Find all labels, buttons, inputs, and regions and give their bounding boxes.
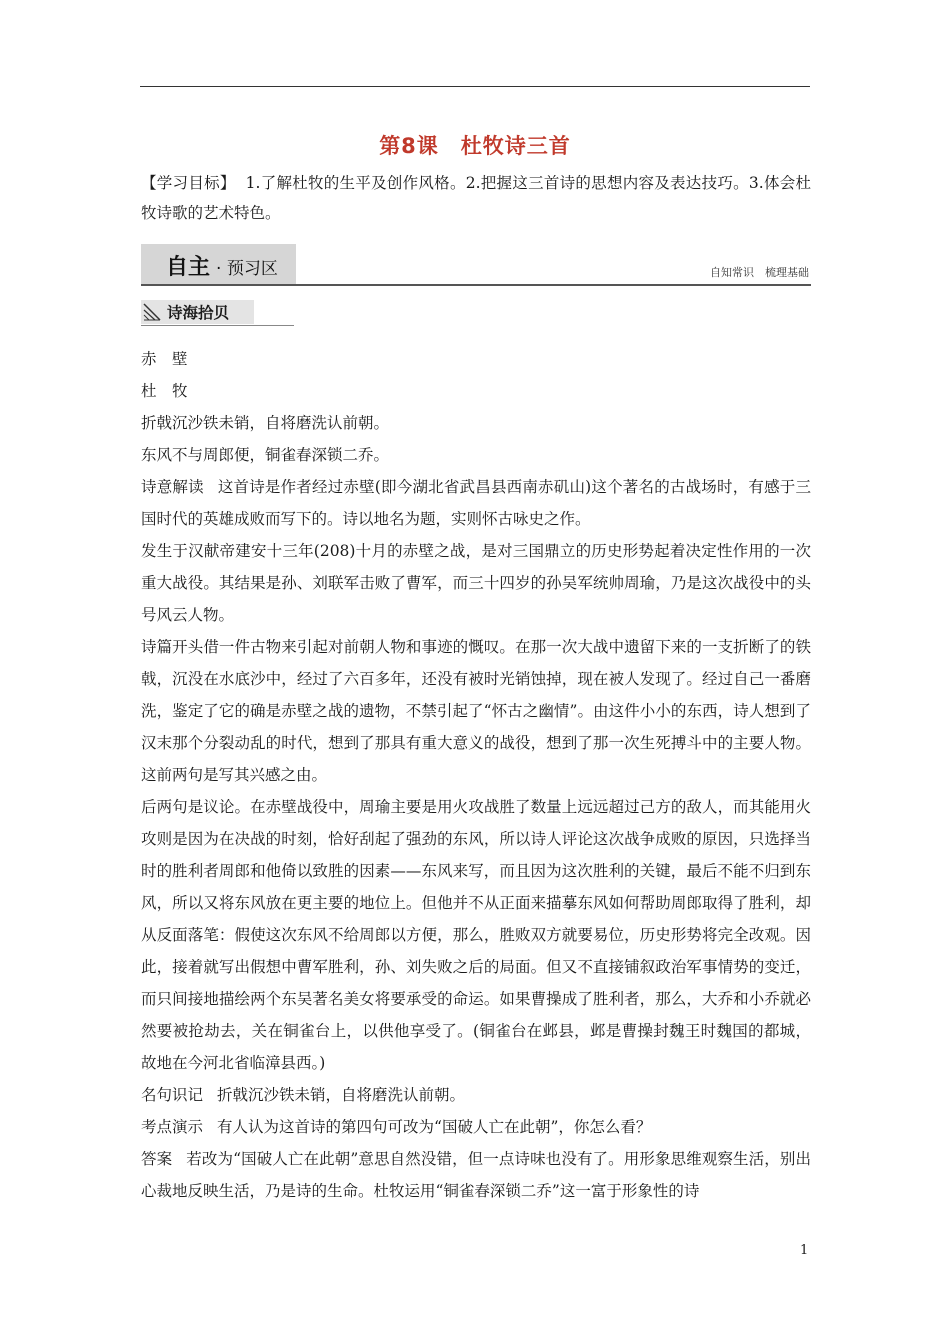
paragraph: 后两句是议论。在赤壁战役中，周瑜主要是用火攻战胜了数量上远远超过己方的敌人，而其能用火攻则是因为在决战的时刻，恰好刮起了强劲的东风，所以诗人评论这次战争成败的原因，只选择当时的胜利者周郎和他倚以致胜的因素——东风来写，而且因为这次胜利的关键，最后不能不归到东风，所以又将东风放在更主要的地位上。但他并不从正面来描摹东风如何帮助周郎取得了胜利，却从反面落笔：假使这次东风不给周郎以方便，那么，胜败双方就要易位，历史形势将完全改观。因此，接着就写出假想中曹军胜利，孙、刘失败之后的局面。但又不直接铺叙政治军事情势的变迁，而只间接地描绘两个东吴著名美女将要承受的命运。如果曹操成了胜利者，那么，大乔和小乔就必然要被抢劫去，关在铜雀台上，以供他享受了。(铜雀台在邺县，邺是曹操封魏王时魏国的都城，故地在今河北省临漳县西。): [141, 798, 811, 1072]
main-content: [141, 343, 811, 1207]
section-sub-label: · 预习区: [216, 259, 278, 279]
paragraph-text: 这首诗是作者经过赤壁(即今湖北省武昌县西南赤矶山)这个著名的古战场时，有感于三国时代的英雄成败而写下的。诗以地名为题，实则怀古咏史之作。: [141, 478, 811, 528]
paragraph-answer: [141, 1143, 811, 1207]
paragraph-famous-lines: [141, 1079, 811, 1111]
objectives-text: 1.了解杜牧的生平及创作风格。2.把握这三首诗的思想内容及表达技巧。3.体会杜牧诗歌的艺术特色。: [141, 174, 811, 222]
paragraph: 发生于汉献帝建安十三年(208)十月的赤壁之战，是对三国鼎立的历史形势起着决定性作用的一次重大战役。其结果是孙、刘联军击败了曹军，而三十四岁的孙吴军统帅周瑜，乃是这次战役中的头号风云人物。: [141, 542, 811, 624]
learning-objectives: [141, 168, 811, 228]
paragraph-text: 折戟沉沙铁未销，自将磨洗认前朝。: [217, 1086, 466, 1104]
paragraph-interpretation: [141, 471, 811, 535]
section-label: [166, 250, 278, 281]
header-rule: [140, 86, 810, 87]
paragraph-label: 考点演示: [141, 1118, 204, 1136]
objectives-tag: 【学习目标】: [141, 174, 236, 192]
paragraph-text: 若改为“国破人亡在此朝”意思自然没错，但一点诗味也没有了。用形象思维观察生活，别出心裁地反映生活，乃是诗的生命。杜牧运用“铜雀春深锁二乔”这一富于形象性的诗: [141, 1150, 811, 1200]
poem-title: 赤 壁: [141, 350, 188, 368]
paragraph-text: 有人认为这首诗的第四句可改为“国破人亡在此朝”，你怎么看？: [217, 1118, 652, 1136]
section-right-note: 自知常识 梳理基础: [710, 266, 809, 279]
section-main-label: 自主: [166, 255, 211, 280]
paragraph-exam-point: [141, 1111, 811, 1143]
lesson-title: 第8课 杜牧诗三首: [379, 134, 571, 158]
section-header: [141, 244, 811, 286]
page-number: 1: [800, 1243, 809, 1258]
subsection-header: [141, 300, 296, 328]
diagonal-lines-icon: [143, 303, 161, 321]
poem-author: 杜 牧: [141, 382, 188, 400]
poem-line: 折戟沉沙铁未销，自将磨洗认前朝。: [141, 414, 390, 432]
paragraph: 诗篇开头借一件古物来引起对前朝人物和事迹的慨叹。在那一次大战中遗留下来的一支折断了的铁戟，沉没在水底沙中，经过了六百多年，还没有被时光销蚀掉，现在被人发现了。经过自己一番磨洗，鉴定了它的确是赤壁之战的遗物，不禁引起了“怀古之幽情”。由这件小小的东西，诗人想到了汉末那个分裂动乱的时代，想到了那具有重大意义的战役，想到了那一次生死搏斗中的主要人物。这前两句是写其兴感之由。: [141, 638, 811, 784]
subsection-underline: [141, 325, 294, 326]
paragraph-label: 答案: [141, 1150, 173, 1168]
section-rule: [141, 284, 811, 286]
paragraph-label: 诗意解读: [141, 478, 204, 496]
paragraph-label: 名句识记: [141, 1086, 204, 1104]
subsection-title: 诗海拾贝: [167, 304, 230, 322]
poem-line: 东风不与周郎便，铜雀春深锁二乔。: [141, 446, 390, 464]
